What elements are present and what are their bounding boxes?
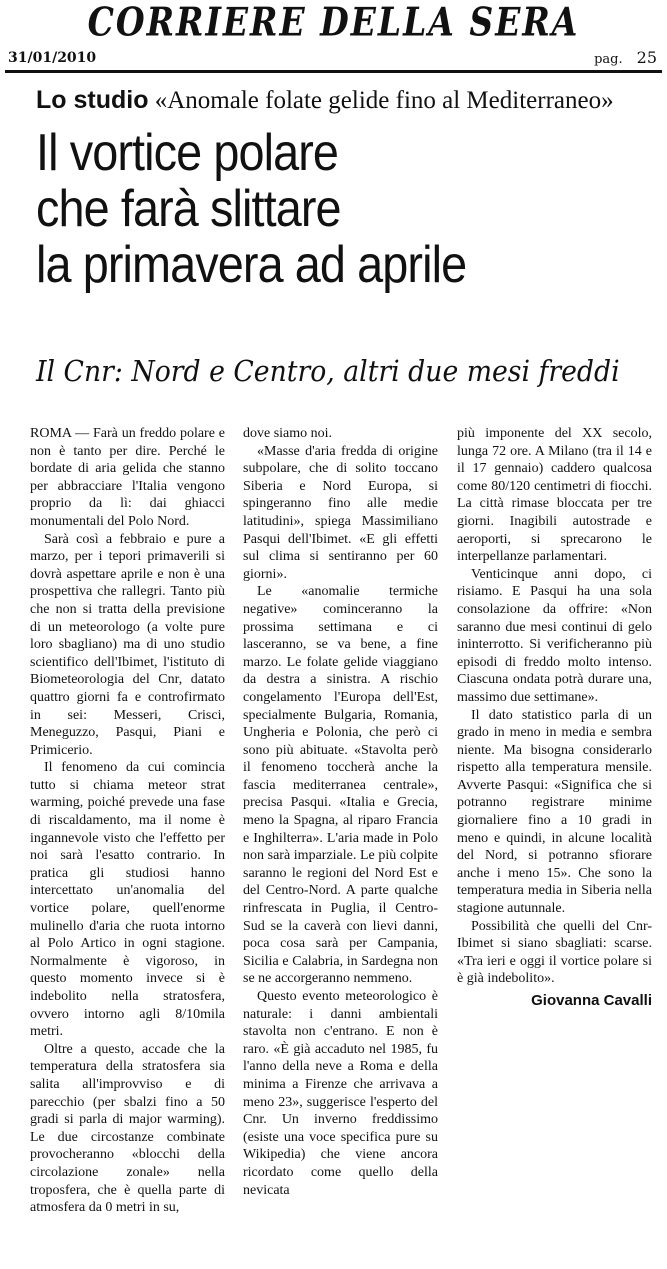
article-column-3 (457, 425, 652, 1010)
paragraph: Sarà così a febbraio e pure a marzo, per i tepori primaverili si dovrà aspettare aprile e non è una prospettiva che rallegri. Tanto più che non si tratta della previsione di un meteorologo (a volte pure loro sbagliano) ma di uno studio scientifico dell'Ibimet, l'istituto di Biometeorologia del Cnr, datato quattro giorni fa e controfirmato in sei: Messeri, Crisci, Meneguzzo, Pasqui, Piani e Primicerio. (30, 531, 225, 758)
kicker-label: Lo studio (36, 86, 149, 114)
header-rule (5, 70, 662, 73)
page-indicator (594, 48, 657, 67)
paragraph: Il fenomeno da cui comincia tutto si chiama meteor strat warming, poiché prevede una fase di riscaldamento, ma il nome è ingannevole visto che l'effetto per noi sarà l'esatto contrario. In pratica gli studiosi hanno intercettato un'anomalia del vortice polare, quell'enorme mulinello d'aria che ruota intorno al Polo Artico in ogni stagione. Normalmente è vigoroso, in questo momento invece si è indebolito nella stratosfera, ovvero intorno agli 8/10mila metri. (30, 760, 225, 1040)
page-label: pag. (594, 52, 623, 67)
newspaper-masthead: CORRIERE DELLA SERA (87, 0, 580, 45)
headline (36, 125, 594, 293)
headline-line: Il vortice polare (36, 124, 339, 182)
paragraph: Le «anomalie termiche negative» cominceranno la prossima settimana e ci lasceranno, se va bene, a fine marzo. Le folate gelide viaggiano da destra a sinistra. A rischio congelamento l'Europa dell'Est, specialmente Bulgaria, Romania, Ungheria e Polonia, che però ci sono più abituate. «Stavolta però il fenomeno toccherà anche la fascia mediterranea centrale», precisa Pasqui. «Italia e Grecia, meno la Spagna, al riparo Francia e Inghilterra». L'aria made in Polo non sarà imparziale. Le più colpite saranno le regioni del Nord Est e del Centro-Nord. A parte qualche rinfrescata in Puglia, il Centro-Sud se la caverà con lievi danni, poca cosa sarà per Campania, Sicilia e Calabria, in Sardegna non se ne accorgeranno nemmeno. (243, 584, 438, 987)
subheadline: Il Cnr: Nord e Centro, altri due mesi freddi (36, 354, 620, 388)
article-column-2 (243, 425, 438, 1199)
paragraph: Questo evento meteorologico è naturale: i danni ambientali stavolta non c'entrano. E non è raro. «È già accaduto nel 1985, fu l'anno della neve a Roma e della minima a Firenze che arrivava a meno 23», suggerisce l'esperto del Cnr. Un inverno freddissimo (esiste una voce specifica pure su Wikipedia) che viene ancora ricordato come quello della nevicata (243, 989, 438, 1198)
headline-line: la primavera ad aprile (36, 236, 467, 294)
kicker-quote: «Anomale folate gelide fino al Mediterraneo» (154, 87, 614, 114)
paragraph: più imponente del XX secolo, lunga 72 ore. A Milano (tra il 14 e il 17 gennaio) caddero qualcosa come 80/120 centimetri di fiocchi. La città rimase bloccata per tre giorni. Inagibili autostrade e aeroporti, si sprecarono le interpellanze parlamentari. (457, 426, 652, 565)
page-number: 25 (636, 48, 657, 67)
headline-line: che farà slittare (36, 180, 341, 238)
paragraph: Venticinque anni dopo, ci risiamo. E Pasqui ha una sola consolazione da offrire: «Non saranno due mesi continui di gelo ininterrotto. Si verificheranno più episodi di freddo molto intenso. Ciascuna ondata potrà durare una, massimo due settimane». (457, 566, 652, 705)
publication-date: 31/01/2010 (8, 50, 97, 66)
paragraph: «Masse d'aria fredda di origine subpolare, che di solito toccano Siberia e Nord Europa, si spingeranno fino alle medie latitudini», spiega Massimiliano Pasqui dell'Ibimet. «E gli effetti sul clima si sentiranno per 60 giorni». (243, 443, 438, 582)
paragraph: ROMA — Farà un freddo polare e non è tanto per dire. Perché le bordate di aria gelida che stanno per abbracciare l'Italia vengono proprio da lì: dai ghiacci monumentali del Polo Nord. (30, 426, 225, 529)
author-byline: Giovanna Cavalli (531, 992, 652, 1009)
paragraph: Il dato statistico parla di un grado in meno in media e sembra niente. Ma bisogna considerarlo rispetto alla temperatura mensile. Avverte Pasqui: «Significa che si potranno registrare minime giornaliere fino a 10 gradi in meno e quindi, in alcune località del Nord, si potranno sfiorare anche i meno 15». Che sono la temperatura media in Siberia nella stagione autunnale. (457, 707, 652, 917)
article-column-1 (30, 425, 225, 1217)
paragraph: dove siamo noi. (243, 426, 333, 441)
kicker (36, 86, 614, 115)
paragraph: Possibilità che quelli del Cnr-Ibimet si siano sbagliati: scarse. «Tra ieri e oggi il vortice polare si è già indebolito». (457, 918, 652, 987)
paragraph: Oltre a questo, accade che la temperatura della stratosfera sia salita all'improvviso e di parecchio (per sbalzi fino a 50 gradi si parla di major warming). Le due circostanze combinate provocheranno «blocchi della circolazione zonale» nella troposfera, che è quella parte di atmosfera da 0 metri in su, (30, 1041, 225, 1216)
